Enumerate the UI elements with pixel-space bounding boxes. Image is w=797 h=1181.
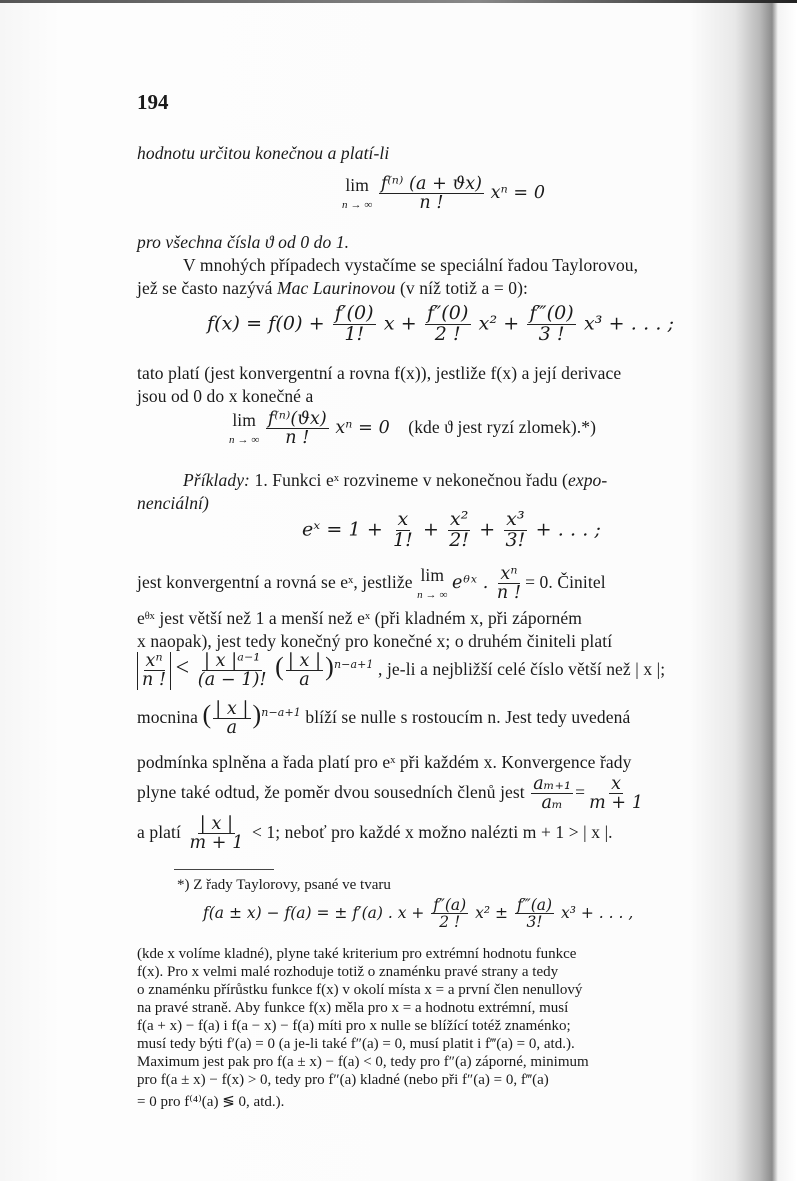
text-line: plyne také odtud, že poměr dvou sousedních členů jest $\frac{\text{aₘ₊₁}}{\text{aₘ}}$ = $\frac{x}{m + 1}$ — [137, 774, 644, 814]
equation-maclaurin: f(x) = f(0) + $\frac{f'(0)}{1!}$ x + $\frac{f''(0)}{2 !}$ x² + $\frac{f‴(0)}{3 !}$ x³ + . . . ; — [207, 302, 675, 345]
text-line: jsou od 0 do x konečné a — [137, 386, 314, 406]
footnote-line: = 0 pro f⁽⁴⁾(a) ≶ 0, atd.). — [137, 1094, 285, 1110]
footnote-rule — [174, 869, 274, 870]
footnote-line: musí tedy býti f′(a) = 0 (a je-li také f″(a) = 0, musí platit i f‴(a) = 0, atd.). — [137, 1036, 575, 1052]
text-line: eᶿˣ jest větší než 1 a menší než eˣ (při kladném x, při záporném — [137, 608, 582, 628]
footnote-line: o znaménku přírůstku funkce f(x) v okolí místa x = a první člen nenullový — [137, 982, 583, 998]
lim-subscript: n → ∞ — [342, 199, 373, 212]
text-line: V mnohých případech vystačíme se speciální řadou Taylorovou, — [183, 255, 639, 275]
footnote-line: f(x). Pro x velmi malé rozhoduje totiž o znaménku pravé strany a tedy — [137, 964, 559, 980]
footnote-line: *) Z řady Taylorovy, psané ve tvaru — [177, 877, 391, 893]
footnote-equation: f(a ± x) − f(a) = ± f′(a) . x + $\frac{f''(a)}{2 !}$ x² ± $\frac{f‴(a)}{3!}$ x³ + . . . , — [203, 896, 634, 932]
heading-priklady: Příklady: — [183, 470, 250, 490]
text-line: tato platí (jest konvergentní a rovna f(x)), jestliže f(x) a její derivace — [137, 363, 622, 383]
lim-label: lim — [345, 174, 369, 195]
equation-tail: xⁿ = 0 — [490, 182, 546, 203]
equation-limit-1 — [342, 175, 545, 213]
text-line: jest konvergentní a rovná se eˣ, jestliže lim n → ∞ eᶿˣ . $\frac{\text{xⁿ}}{n !}$ = 0. Činitel — [137, 564, 606, 604]
equation-exponential: eˣ = 1 + $\frac{x}{1!}$ + $\frac{\text{x²}}{2!}$ + $\frac{\text{x³}}{3!}$ + . . . ; — [302, 508, 602, 551]
page-number: 194 — [137, 90, 169, 114]
text-line: hodnotu určitou konečnou a platí-li — [137, 143, 390, 163]
equation-limit-2: lim n → ∞ $\frac{\text{f⁽ⁿ⁾(ϑx)}}{n !}$ xⁿ = 0 (kde ϑ jest ryzí zlomek).*) — [229, 409, 597, 449]
footnote-line: Maximum jest pak pro f(a ± x) − f(a) < 0, tedy pro f″(a) záporné, minimum — [137, 1054, 589, 1070]
footnote-line: f(a + x) − f(a) i f(a − x) − f(a) míti pro x nulle se blížící totéž znaménko; — [137, 1018, 571, 1034]
term-mac-laurin: Mac Laurinovou — [276, 278, 396, 298]
text-line: jež se často nazývá Mac Laurinovou (v níž totiž a = 0): — [137, 278, 529, 298]
inequality-line: $\frac{\text{xⁿ}}{n !}$ < $\frac{\text{| x |ᵃ⁻¹}}{(a - 1)!}$ ( $\frac{| x |}{a}$ )$^{n-a+1}$ , je-li a nejbližší celé číslo větší než | x |; — [137, 652, 665, 690]
text-line: Příklady: 1. Funkci eˣ rozvineme v nekonečnou řadu (expo- — [183, 470, 608, 490]
text-line: a platí $\frac{| x |}{m + 1}$ < 1; neboť pro každé x možno nalézti m + 1 > | x |. — [137, 814, 613, 854]
footnote-line: na pravé straně. Aby funkce f(x) měla pro x = a hodnotu extrémní, musí — [137, 1000, 569, 1016]
footnote-line: pro f(a ± x) − f(x) > 0, tedy pro f″(a) kladné (nebo při f″(a) = 0, f‴(a) — [137, 1072, 549, 1088]
fraction-denominator: n ! — [419, 193, 444, 214]
text-line: x naopak), jest tedy konečný pro konečné x; o druhém činiteli platí — [137, 631, 613, 651]
text-line: nenciální) — [137, 493, 209, 513]
text-line: mocnina ( $\frac{| x |}{a}$ )$^{n-a+1}$ blíží se nulle s rostoucím n. Jest tedy uvedená — [137, 699, 631, 739]
text-line: pro všechna čísla ϑ od 0 do 1. — [137, 232, 350, 252]
text-line: podmínka splněna a řada platí pro eˣ při každém x. Konvergence řady — [137, 752, 632, 772]
footnote-reference: (kde ϑ jest ryzí zlomek).*) — [408, 416, 597, 437]
footnote-line: (kde x volíme kladné), plyne také kriterium pro extrémní hodnotu funkce — [137, 946, 577, 962]
page-top-edge — [0, 0, 797, 3]
fraction-numerator: f⁽ⁿ⁾ (a + ϑx) — [380, 174, 483, 194]
